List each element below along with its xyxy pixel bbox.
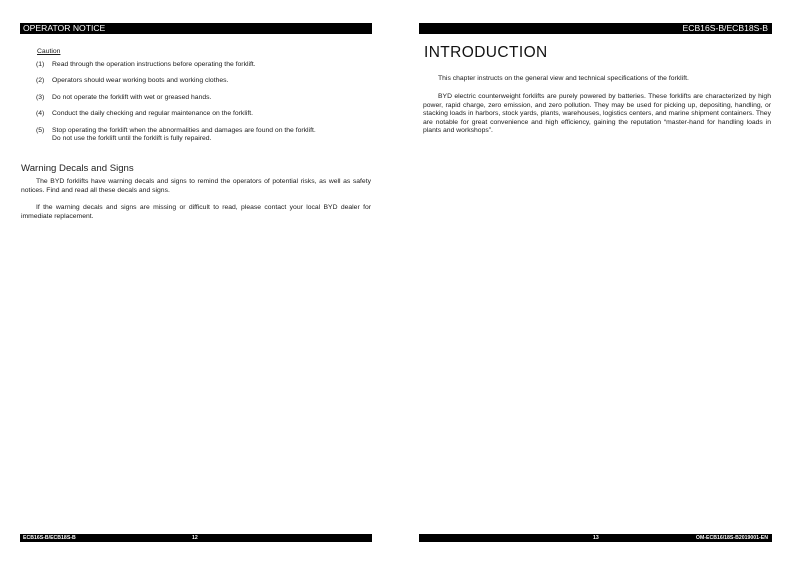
caution-item-text: Conduct the daily checking and regular maintenance on the forklift. — [52, 110, 254, 118]
caution-item — [36, 110, 372, 118]
body-paragraph: This chapter instructs on the general view and technical specifications of the forklift. — [438, 75, 689, 82]
body-paragraph: If the warning decals and signs are missing or difficult to read, please contact your local BYD dealer for immediate replacement. — [21, 204, 371, 220]
page-footer-band — [419, 534, 772, 542]
caution-item-number: (5) — [36, 126, 45, 134]
body-paragraph: BYD electric counterweight forklifts are purely powered by batteries. These forklifts are characterized by high power, rapid charge, zero emission, and zero pollution. They may be used for picking up, depositing, handling, or stacking loads in harbors, stock yards, plants, warehouses, logistics centers, and marine shipment containers. They are notable for great convenience and high efficiency, gaining the reputation “master-hand for handling loads in plants and workshops”. — [423, 93, 771, 135]
chapter-title: INTRODUCTION — [424, 44, 548, 61]
body-paragraph: The BYD forklifts have warning decals and signs to remind the operators of potential risks, as well as safety notices. Find and read all these decals and signs. — [21, 178, 371, 194]
page-number: 13 — [593, 535, 599, 541]
page-header-band — [20, 23, 372, 34]
caution-item-text: Stop operating the forklift when the abnormalities and damages are found on the forklift. — [52, 126, 316, 134]
caution-item-text: Do not operate the forklift with wet or greased hands. — [52, 93, 212, 101]
right-page — [397, 0, 793, 563]
caution-item-text: Operators should wear working boots and working clothes. — [52, 77, 229, 85]
caution-list — [36, 61, 372, 151]
section-heading-warning-decals: Warning Decals and Signs — [21, 163, 134, 174]
caution-item-number: (4) — [36, 110, 45, 118]
page-footer-band — [20, 534, 372, 542]
caution-item-number: (1) — [36, 61, 45, 68]
caution-item — [36, 94, 372, 102]
page-header-model: ECB16S-B/ECB18S-B — [682, 23, 768, 33]
caution-item — [36, 127, 372, 143]
footer-document-code: OM-ECB16/18S-B2019001-EN — [695, 535, 768, 541]
caution-item — [36, 61, 372, 69]
left-page — [0, 0, 396, 563]
page-header-title: OPERATOR NOTICE — [23, 23, 106, 33]
caution-item-number: (2) — [36, 77, 45, 85]
caution-item-subtext: Do not use the forklift until the forklift is fully repaired. — [52, 134, 212, 142]
caution-item — [36, 77, 372, 85]
page-number: 12 — [192, 535, 198, 541]
caution-item-number: (3) — [36, 93, 45, 101]
page-header-band — [419, 23, 772, 34]
footer-model-label: ECB16S-B/ECB18S-B — [23, 535, 76, 541]
caution-item-text: Read through the operation instructions before operating the forklift. — [52, 61, 256, 68]
caution-heading: Caution — [37, 48, 61, 55]
